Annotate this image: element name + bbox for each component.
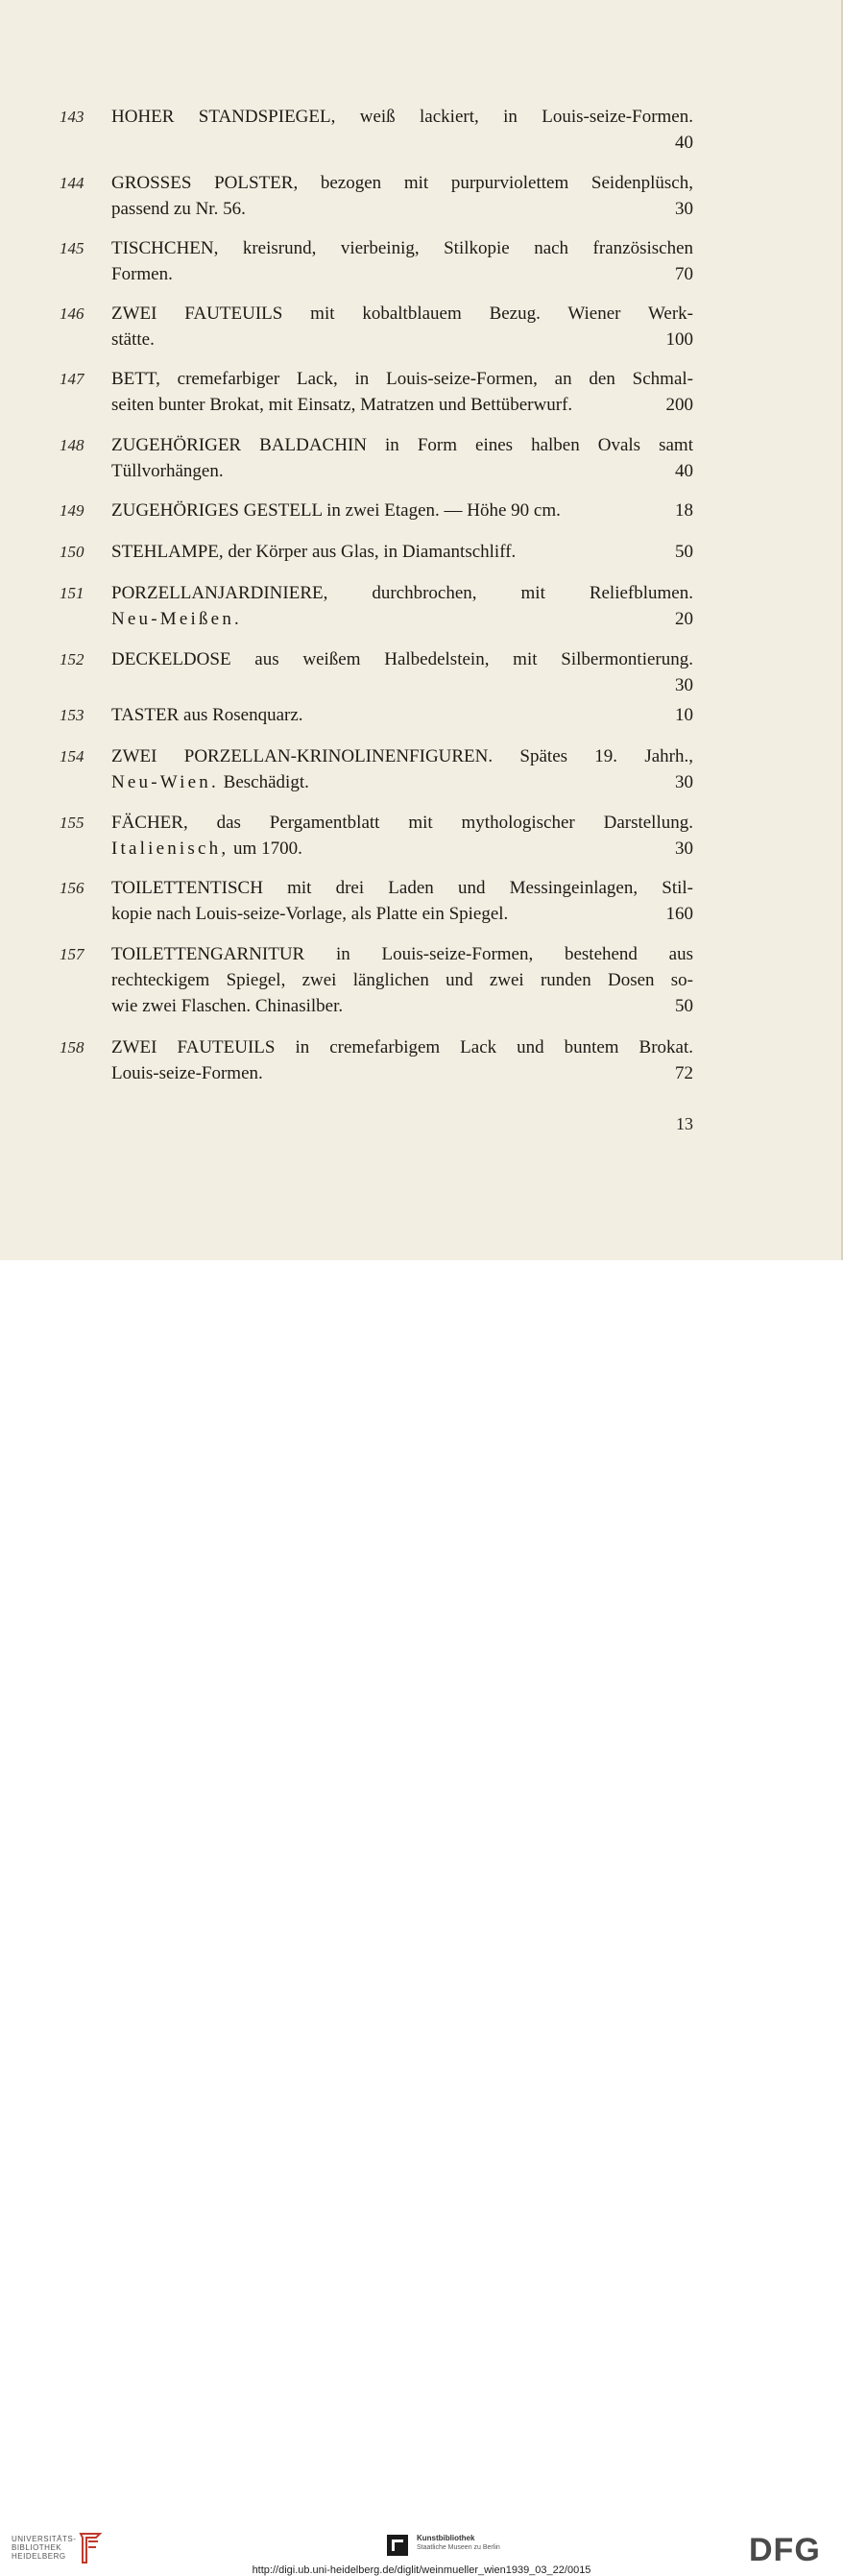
entry-number: 154 xyxy=(60,747,84,766)
entry-text-line: stätte. xyxy=(111,329,155,350)
entry-number: 151 xyxy=(60,584,84,602)
kunstbibliothek-subtitle: Staatliche Museen zu Berlin xyxy=(417,2544,500,2551)
entry-description xyxy=(111,941,693,1019)
heidelberg-library-label xyxy=(12,2535,76,2561)
heidelberg-line-2: BIBLIOTHEK xyxy=(12,2543,62,2552)
entry-price: 30 xyxy=(675,838,693,859)
entry-description xyxy=(111,702,693,728)
entry-text-line: Louis-seize-Formen. xyxy=(111,1063,263,1083)
entry-text-line: TOILETTENTISCH mit drei Laden und Messingeinlagen, Stil- xyxy=(111,878,693,898)
entry-description xyxy=(111,301,693,352)
entry-description xyxy=(111,875,693,927)
entry-price: 40 xyxy=(675,133,693,153)
entry-text-line: GROSSES POLSTER, bezogen mit purpurviolettem Seidenplüsch, xyxy=(111,173,693,193)
entry-description xyxy=(111,810,693,862)
entry-origin-spaced: Italienisch, xyxy=(111,838,229,859)
entry-text-line: FÄCHER, das Pergamentblatt mit mythologischer Darstellung. xyxy=(111,813,693,833)
entry-description xyxy=(111,432,693,484)
entry-number: 158 xyxy=(60,1038,84,1057)
entry-text-line: DECKELDOSE aus weißem Halbedelstein, mit Silbermontierung. xyxy=(111,649,693,669)
entry-price: 160 xyxy=(665,904,693,924)
entry-price: 20 xyxy=(675,609,693,629)
entry-text-line: Tüllvorhängen. xyxy=(111,461,224,481)
page-number: 13 xyxy=(676,1114,693,1133)
entry-text-line: ZWEI FAUTEUILS in cremefarbigem Lack und buntem Brokat. xyxy=(111,1037,693,1057)
entry-text-line: ZUGEHÖRIGER BALDACHIN in Form eines halben Ovals samt xyxy=(111,435,693,455)
entry-price: 30 xyxy=(675,772,693,792)
entry-number: 150 xyxy=(60,543,84,561)
entry-price: 50 xyxy=(675,996,693,1016)
entry-number: 156 xyxy=(60,879,84,897)
entry-text-line: BETT, cremefarbiger Lack, in Louis-seize-Formen, an den Schmal- xyxy=(111,369,693,389)
dfg-logo: DFG xyxy=(749,2532,821,2568)
footer-bar xyxy=(0,1260,843,2576)
entry-origin-tail: um 1700. xyxy=(229,838,302,859)
entry-number: 152 xyxy=(60,650,84,668)
entry-text-line: TASTER aus Rosenquarz. xyxy=(111,705,303,725)
kunstbibliothek-title: Kunstbibliothek xyxy=(417,2534,475,2542)
entry-description xyxy=(111,170,693,222)
entry-text-line: ZWEI PORZELLAN-KRINOLINENFIGUREN. Spätes 19. Jahrh., xyxy=(111,746,693,766)
entry-text-line: STEHLAMPE, der Körper aus Glas, in Diamantschliff. xyxy=(111,542,517,562)
entry-text-line: HOHER STANDSPIEGEL, weiß lackiert, in Louis-seize-Formen. xyxy=(111,107,693,127)
entry-origin-tail: Beschädigt. xyxy=(218,772,309,792)
entry-price: 50 xyxy=(675,542,693,562)
entry-text-line: kopie nach Louis-seize-Vorlage, als Platte ein Spiegel. xyxy=(111,904,509,924)
entry-description xyxy=(111,104,693,156)
entry-text-line: TOILETTENGARNITUR in Louis-seize-Formen, bestehend aus xyxy=(111,944,693,964)
entry-price: 30 xyxy=(675,199,693,219)
entry-price: 70 xyxy=(675,264,693,284)
entry-price: 72 xyxy=(675,1063,693,1083)
entry-price: 40 xyxy=(675,461,693,481)
entry-price: 100 xyxy=(665,329,693,350)
entry-origin-spaced: Neu-Meißen. xyxy=(111,609,242,629)
entry-text-line: TISCHCHEN, kreisrund, vierbeinig, Stilkopie nach französischen xyxy=(111,238,693,258)
entry-description xyxy=(111,498,693,523)
source-url[interactable]: http://digi.ub.uni-heidelberg.de/diglit/weinmueller_wien1939_03_22/0015 xyxy=(252,2564,591,2576)
entry-price: 200 xyxy=(665,395,693,415)
entry-description xyxy=(111,539,693,565)
entry-description xyxy=(111,235,693,287)
entry-text-line: Formen. xyxy=(111,264,173,284)
entry-text-line: wie zwei Flaschen. Chinasilber. xyxy=(111,996,344,1016)
scanned-page xyxy=(0,0,843,1260)
entry-text-line: ZWEI FAUTEUILS mit kobaltblauem Bezug. Wiener Werk- xyxy=(111,304,693,324)
entry-number: 144 xyxy=(60,174,84,192)
entry-number: 153 xyxy=(60,706,84,724)
entry-number: 147 xyxy=(60,370,84,388)
entry-price: 30 xyxy=(675,675,693,695)
entry-number: 149 xyxy=(60,501,84,520)
entry-text-line: PORZELLANJARDINIERE, durchbrochen, mit Reliefblumen. xyxy=(111,583,693,603)
entry-price: 18 xyxy=(675,500,693,521)
entry-number: 155 xyxy=(60,814,84,832)
heidelberg-logo-icon xyxy=(77,2532,104,2564)
entry-number: 143 xyxy=(60,108,84,126)
entry-text-line: seiten bunter Brokat, mit Einsatz, Matratzen und Bettüberwurf. xyxy=(111,395,573,415)
entry-description xyxy=(111,580,693,632)
entry-description xyxy=(111,646,693,698)
entry-number: 157 xyxy=(60,945,84,963)
kunstbibliothek-logo-icon xyxy=(387,2535,408,2556)
heidelberg-line-3: HEIDELBERG xyxy=(12,2552,66,2561)
entry-price: 10 xyxy=(675,705,693,725)
entry-description xyxy=(111,1034,693,1086)
entry-description xyxy=(111,366,693,418)
entry-origin-spaced: Neu-Wien. xyxy=(111,772,219,792)
entry-text-line: passend zu Nr. 56. xyxy=(111,199,246,219)
heidelberg-line-1: UNIVERSITÄTS- xyxy=(12,2535,77,2543)
entry-text-line: rechteckigem Spiegel, zwei länglichen und zwei runden Dosen so- xyxy=(111,970,693,990)
entry-number: 145 xyxy=(60,239,84,257)
entry-text-line: ZUGEHÖRIGES GESTELL in zwei Etagen. — Höhe 90 cm. xyxy=(111,500,561,521)
entry-number: 146 xyxy=(60,304,84,323)
entry-number: 148 xyxy=(60,436,84,454)
entry-description xyxy=(111,743,693,795)
